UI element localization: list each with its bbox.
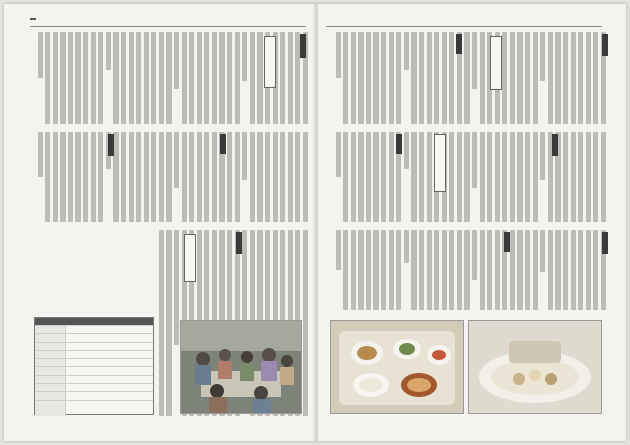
text-line <box>121 32 126 124</box>
text-line <box>533 230 538 310</box>
text-line <box>235 132 240 222</box>
left-middle-column <box>30 132 308 222</box>
text-line <box>366 132 371 222</box>
magazine-spread <box>4 4 626 441</box>
text-line <box>548 230 553 310</box>
text-line <box>144 32 149 124</box>
profile-key <box>35 367 66 374</box>
subheading <box>490 36 502 90</box>
profile-row <box>35 375 153 383</box>
text-line <box>174 132 179 188</box>
text-line <box>204 132 209 222</box>
text-line <box>343 132 348 222</box>
profile-row <box>35 333 153 341</box>
text-line <box>144 132 149 222</box>
ceremony-photo <box>468 320 602 414</box>
text-line <box>358 230 363 310</box>
text-line <box>295 132 300 222</box>
text-line <box>53 132 58 222</box>
profile-row <box>35 383 153 391</box>
text-line <box>242 230 247 329</box>
text-line <box>480 230 485 310</box>
text-line <box>242 132 247 180</box>
profile-key <box>35 384 66 391</box>
text-line <box>113 132 118 222</box>
profile-row <box>35 366 153 374</box>
text-line <box>389 230 394 310</box>
text-line <box>389 32 394 124</box>
profile-key <box>35 334 66 341</box>
text-line <box>373 230 378 310</box>
text-line <box>419 32 424 124</box>
text-line <box>540 230 545 272</box>
subheading <box>434 134 446 192</box>
text-line <box>68 32 73 124</box>
profile-row <box>35 391 153 399</box>
text-line <box>75 32 80 124</box>
text-line <box>60 132 65 222</box>
text-line <box>457 230 462 310</box>
day-service-photo <box>180 320 302 414</box>
text-line <box>75 132 80 222</box>
text-line <box>586 132 591 222</box>
company-profile-table <box>34 317 154 415</box>
profile-key <box>35 392 66 399</box>
profile-value <box>66 334 153 341</box>
text-line <box>396 32 401 124</box>
text-line <box>91 132 96 222</box>
answer-lead <box>504 232 510 252</box>
text-line <box>502 132 507 222</box>
text-line <box>351 230 356 310</box>
text-line <box>204 32 209 124</box>
text-line <box>540 32 545 81</box>
text-line <box>449 132 454 222</box>
text-line <box>464 230 469 310</box>
text-line <box>227 32 232 124</box>
text-line <box>495 132 500 222</box>
text-line <box>411 230 416 310</box>
text-line <box>510 230 515 310</box>
text-line <box>586 32 591 124</box>
spine-gutter <box>313 4 319 441</box>
profile-key <box>35 359 66 366</box>
text-line <box>555 230 560 310</box>
text-line <box>343 32 348 124</box>
profile-value <box>66 376 153 383</box>
text-line <box>548 32 553 124</box>
text-line <box>273 132 278 222</box>
answer-lead <box>456 34 462 54</box>
text-line <box>45 132 50 222</box>
text-line <box>449 230 454 310</box>
text-line <box>38 32 43 78</box>
text-line <box>449 32 454 124</box>
text-line <box>525 32 530 124</box>
text-line <box>265 132 270 222</box>
profile-value <box>66 359 153 366</box>
text-line <box>219 32 224 124</box>
text-line <box>563 230 568 310</box>
text-line <box>151 32 156 124</box>
text-line <box>464 132 469 222</box>
profile-key <box>35 351 66 358</box>
text-line <box>419 230 424 310</box>
text-line <box>578 230 583 310</box>
photo-image <box>469 321 601 413</box>
text-line <box>212 32 217 124</box>
profile-value <box>66 343 153 350</box>
profile-value <box>66 384 153 391</box>
text-line <box>487 132 492 222</box>
text-line <box>288 32 293 124</box>
text-line <box>487 230 492 310</box>
profile-key <box>35 343 66 350</box>
text-line <box>366 230 371 310</box>
text-line <box>197 132 202 222</box>
text-line <box>563 32 568 124</box>
text-line <box>358 32 363 124</box>
text-line <box>358 132 363 222</box>
text-line <box>45 32 50 124</box>
profile-key <box>35 376 66 383</box>
text-line <box>442 32 447 124</box>
text-line <box>533 32 538 124</box>
text-line <box>601 132 606 222</box>
text-line <box>136 132 141 222</box>
text-line <box>197 32 202 124</box>
text-line <box>303 230 308 416</box>
text-line <box>98 32 103 124</box>
question-lead <box>552 134 558 156</box>
text-line <box>442 230 447 310</box>
text-line <box>136 32 141 124</box>
text-line <box>464 32 469 124</box>
text-line <box>121 132 126 222</box>
text-line <box>336 230 341 270</box>
text-line <box>53 32 58 124</box>
profile-row <box>35 350 153 358</box>
text-line <box>593 230 598 310</box>
text-line <box>235 32 240 124</box>
profile-key <box>35 326 66 333</box>
header-rule-left <box>30 26 306 27</box>
text-line <box>419 132 424 222</box>
profile-value <box>66 367 153 374</box>
text-line <box>525 132 530 222</box>
profile-row <box>35 400 153 416</box>
text-line <box>517 132 522 222</box>
text-line <box>472 32 477 89</box>
text-line <box>250 32 255 124</box>
text-line <box>571 230 576 310</box>
text-line <box>404 32 409 70</box>
text-line <box>250 132 255 222</box>
text-line <box>517 230 522 310</box>
right-upper-column <box>326 32 606 124</box>
text-line <box>381 230 386 310</box>
text-line <box>129 132 134 222</box>
text-line <box>540 132 545 180</box>
text-line <box>159 32 164 124</box>
text-line <box>189 132 194 222</box>
lunch-tray-photo <box>330 320 464 414</box>
text-line <box>257 132 262 222</box>
answer-lead <box>220 134 226 154</box>
text-line <box>343 230 348 310</box>
profile-value <box>66 326 153 333</box>
subheading <box>184 234 196 282</box>
text-line <box>351 32 356 124</box>
header-rule-right <box>326 26 602 27</box>
text-line <box>113 32 118 124</box>
text-line <box>288 132 293 222</box>
text-line <box>174 32 179 89</box>
text-line <box>457 132 462 222</box>
text-line <box>586 230 591 310</box>
text-line <box>83 32 88 124</box>
text-line <box>373 132 378 222</box>
text-line <box>98 132 103 222</box>
text-line <box>434 230 439 310</box>
text-line <box>83 132 88 222</box>
text-line <box>480 32 485 124</box>
section-tag <box>30 18 36 20</box>
profile-key <box>35 401 66 416</box>
text-line <box>280 32 285 124</box>
text-line <box>60 32 65 124</box>
text-line <box>517 32 522 124</box>
text-line <box>411 32 416 124</box>
text-line <box>68 132 73 222</box>
text-line <box>280 132 285 222</box>
text-line <box>593 32 598 124</box>
text-line <box>381 132 386 222</box>
text-line <box>212 132 217 222</box>
text-line <box>159 132 164 222</box>
text-line <box>480 132 485 222</box>
text-line <box>303 132 308 222</box>
text-line <box>366 32 371 124</box>
text-line <box>472 132 477 188</box>
subheading <box>264 36 276 88</box>
answer-lead <box>236 232 242 254</box>
text-line <box>427 230 432 310</box>
profile-row <box>35 325 153 333</box>
text-line <box>495 230 500 310</box>
profile-value <box>66 401 153 416</box>
text-line <box>525 230 530 310</box>
text-line <box>151 132 156 222</box>
right-lower-column <box>326 230 606 310</box>
text-line <box>166 32 171 124</box>
profile-title <box>35 318 153 325</box>
text-line <box>563 132 568 222</box>
text-line <box>571 32 576 124</box>
profile-value <box>66 351 153 358</box>
question-lead <box>602 232 608 254</box>
question-lead <box>108 134 114 156</box>
answer-lead <box>396 134 402 154</box>
text-line <box>472 230 477 280</box>
photo-image <box>331 321 463 413</box>
profile-row <box>35 342 153 350</box>
text-line <box>336 32 341 78</box>
profile-row <box>35 358 153 366</box>
text-line <box>502 32 507 124</box>
text-line <box>427 32 432 124</box>
text-line <box>533 132 538 222</box>
text-line <box>189 32 194 124</box>
article-header <box>30 14 39 23</box>
text-line <box>404 230 409 263</box>
text-line <box>242 32 247 81</box>
text-line <box>182 32 187 124</box>
text-line <box>159 230 164 416</box>
photo-image <box>181 321 301 413</box>
text-line <box>336 132 341 177</box>
text-line <box>510 132 515 222</box>
text-line <box>434 32 439 124</box>
text-line <box>129 32 134 124</box>
text-line <box>578 132 583 222</box>
text-line <box>91 32 96 124</box>
text-line <box>571 132 576 222</box>
question-lead <box>602 34 608 56</box>
text-line <box>166 230 171 416</box>
text-line <box>257 32 262 124</box>
text-line <box>166 132 171 222</box>
question-lead <box>300 34 306 58</box>
text-line <box>510 32 515 124</box>
text-line <box>396 230 401 310</box>
text-line <box>351 132 356 222</box>
text-line <box>174 230 179 345</box>
text-line <box>106 32 111 70</box>
profile-value <box>66 392 153 399</box>
text-line <box>427 132 432 222</box>
text-line <box>404 132 409 169</box>
text-line <box>578 32 583 124</box>
text-line <box>389 132 394 222</box>
text-line <box>38 132 43 177</box>
text-line <box>593 132 598 222</box>
right-middle-column <box>326 132 606 222</box>
text-line <box>555 32 560 124</box>
text-line <box>227 132 232 222</box>
text-line <box>381 32 386 124</box>
text-line <box>411 132 416 222</box>
text-line <box>182 132 187 222</box>
text-line <box>373 32 378 124</box>
